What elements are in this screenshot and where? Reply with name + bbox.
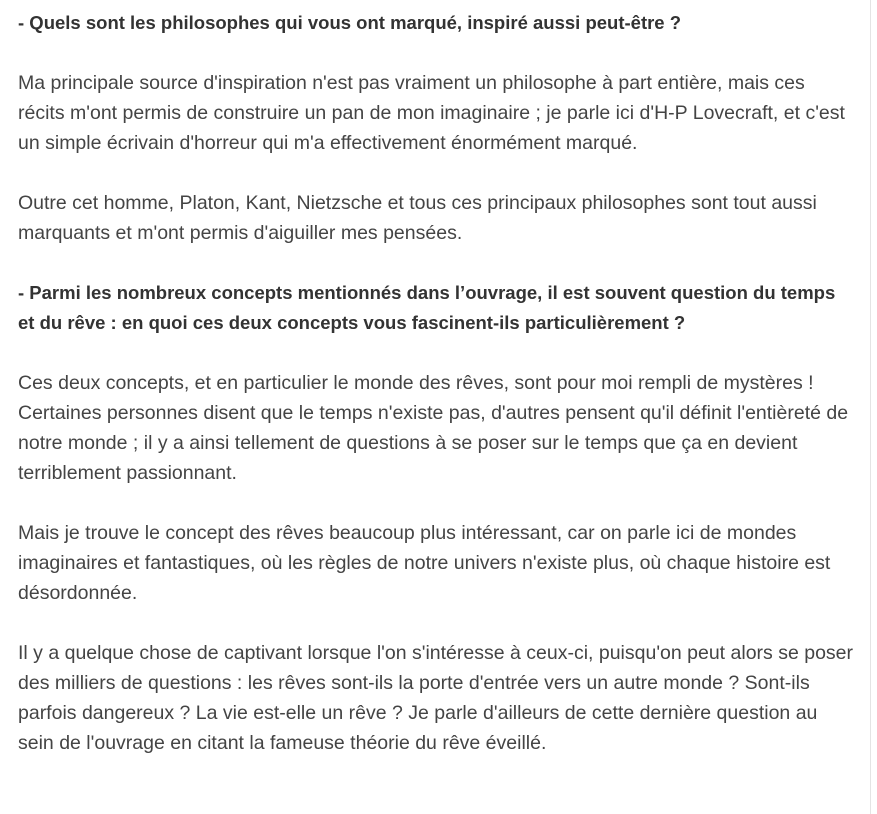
answer-philosophers-paragraph-1: Ma principale source d'inspiration n'est pas vraiment un philosophe à part entière, mais ces récits m'ont permis de construire un pan de mon imaginaire ; je parle ici d'H-P Lovecraft, et c'est un simple écrivain d'horreur qui m'a effectivement énormément marqué.: [18, 72, 845, 154]
right-divider-line: [870, 0, 871, 814]
answer-time-dream-paragraph-3: Il y a quelque chose de captivant lorsque l'on s'intéresse à ceux-ci, puisqu'on peut alors se poser des milliers de questions : les rêves sont-ils la porte d'entrée vers un autre monde ? Sont-ils parfois dangereux ? La vie est-elle un rêve ? Je parle d'ailleurs de cette dernière question au sein de l'ouvrage en citant la fameuse théorie du rêve éveillé.: [18, 642, 853, 754]
answer-philosophers-paragraph-2: Outre cet homme, Platon, Kant, Nietzsche et tous ces principaux philosophes sont tout aussi marquants et m'ont permis d'aiguiller mes pensées.: [18, 192, 817, 244]
answer-time-dream-paragraph-2: Mais je trouve le concept des rêves beaucoup plus intéressant, car on parle ici de mondes imaginaires et fantastiques, où les règles de notre univers n'existe plus, où chaque histoire est désordonnée.: [18, 522, 831, 604]
question-time-and-dream: - Parmi les nombreux concepts mentionnés dans l’ouvrage, il est souvent question du temps et du rêve : en quoi ces deux concepts vous fascinent-ils particulièrement ?: [18, 282, 836, 333]
question-philosophers: - Quels sont les philosophes qui vous ont marqué, inspiré aussi peut-être ?: [18, 12, 682, 33]
answer-time-dream-paragraph-1: Ces deux concepts, et en particulier le monde des rêves, sont pour moi rempli de mystères ! Certaines personnes disent que le temps n'existe pas, d'autres pensent qu'il définit l'entièreté de notre monde ; il y a ainsi tellement de questions à se poser sur le temps que ça en devient terriblement passionnant.: [18, 372, 849, 484]
interview-article: [18, 8, 853, 788]
